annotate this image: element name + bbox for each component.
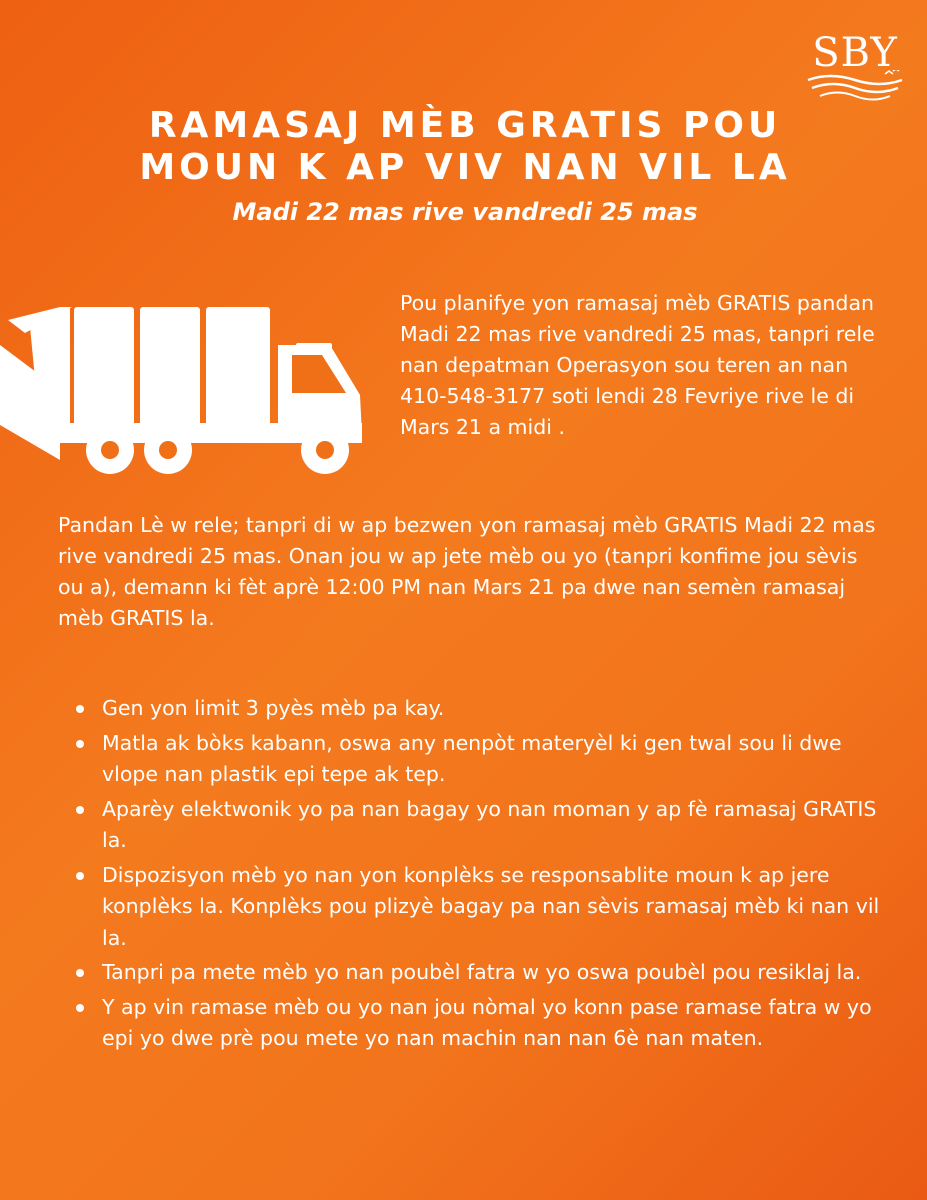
- rule-text: Tanpri pa mete mèb yo nan poubèl fatra w yo oswa poubèl pou resiklaj la.: [102, 960, 862, 984]
- rule-text: Gen yon limit 3 pyès mèb pa kay.: [102, 696, 445, 720]
- title-line-2: MOUN K AP VIV NAN VIL LA: [139, 147, 791, 188]
- sby-logo: [800, 30, 910, 110]
- list-item: [60, 860, 890, 955]
- bullet-icon: [76, 1004, 84, 1012]
- rule-text: Matla ak bòks kabann, oswa any nenpòt materyèl ki gen twal sou li dwe vlope nan plastik epi tepe ak tep.: [102, 730, 842, 786]
- bullet-icon: [76, 872, 84, 880]
- list-item: [60, 992, 890, 1055]
- call-instructions: Pandan Lè w rele; tanpri di w ap bezwen yon ramasaj mèb GRATIS Madi 22 mas rive vandredi 25 mas. Onan jou w ap jete mèb ou yo (tanpri konfime jou sèvis ou a), demann ki fèt aprè 12:00 PM nan Mars 21 pa dwe nan semèn ramasaj mèb GRATIS la.: [58, 513, 876, 630]
- page-title: [60, 105, 870, 189]
- garbage-truck-icon: [0, 285, 380, 475]
- list-item: [60, 693, 890, 725]
- bullet-icon: [76, 969, 84, 977]
- rules-list: [60, 693, 890, 1058]
- rule-text: Dispozisyon mèb yo nan yon konplèks se responsablite moun k ap jere konplèks la. Konplèks pou plizyè bagay pa nan sèvis ramasaj mèb ki nan vil la.: [102, 862, 880, 950]
- list-item: [60, 794, 890, 857]
- date-subtitle: Madi 22 mas rive vandredi 25 mas: [232, 198, 698, 226]
- bullet-icon: [76, 740, 84, 748]
- title-line-1: RAMASAJ MÈB GRATIS POU: [148, 105, 782, 146]
- bullet-icon: [76, 705, 84, 713]
- rule-text: Aparèy elektwonik yo pa nan bagay yo nan moman y ap fè ramasaj GRATIS la.: [102, 796, 877, 852]
- list-item: [60, 728, 890, 791]
- rule-text: Y ap vin ramase mèb ou yo nan jou nòmal yo konn pase ramase fatra w yo epi yo dwe prè pou mete yo nan machin nan nan 6è nan maten.: [102, 994, 872, 1050]
- intro-text: Pou planifye yon ramasaj mèb GRATIS pandan Madi 22 mas rive vandredi 25 mas, tanpri rele nan depatman Operasyon sou teren an nan 410-548-3177 soti lendi 28 Fevriye rive le di Mars 21 a midi .: [400, 291, 875, 439]
- waves-icon: [800, 70, 910, 110]
- bullet-icon: [76, 806, 84, 814]
- list-item: [60, 957, 890, 989]
- logo-text: SBY: [812, 30, 898, 76]
